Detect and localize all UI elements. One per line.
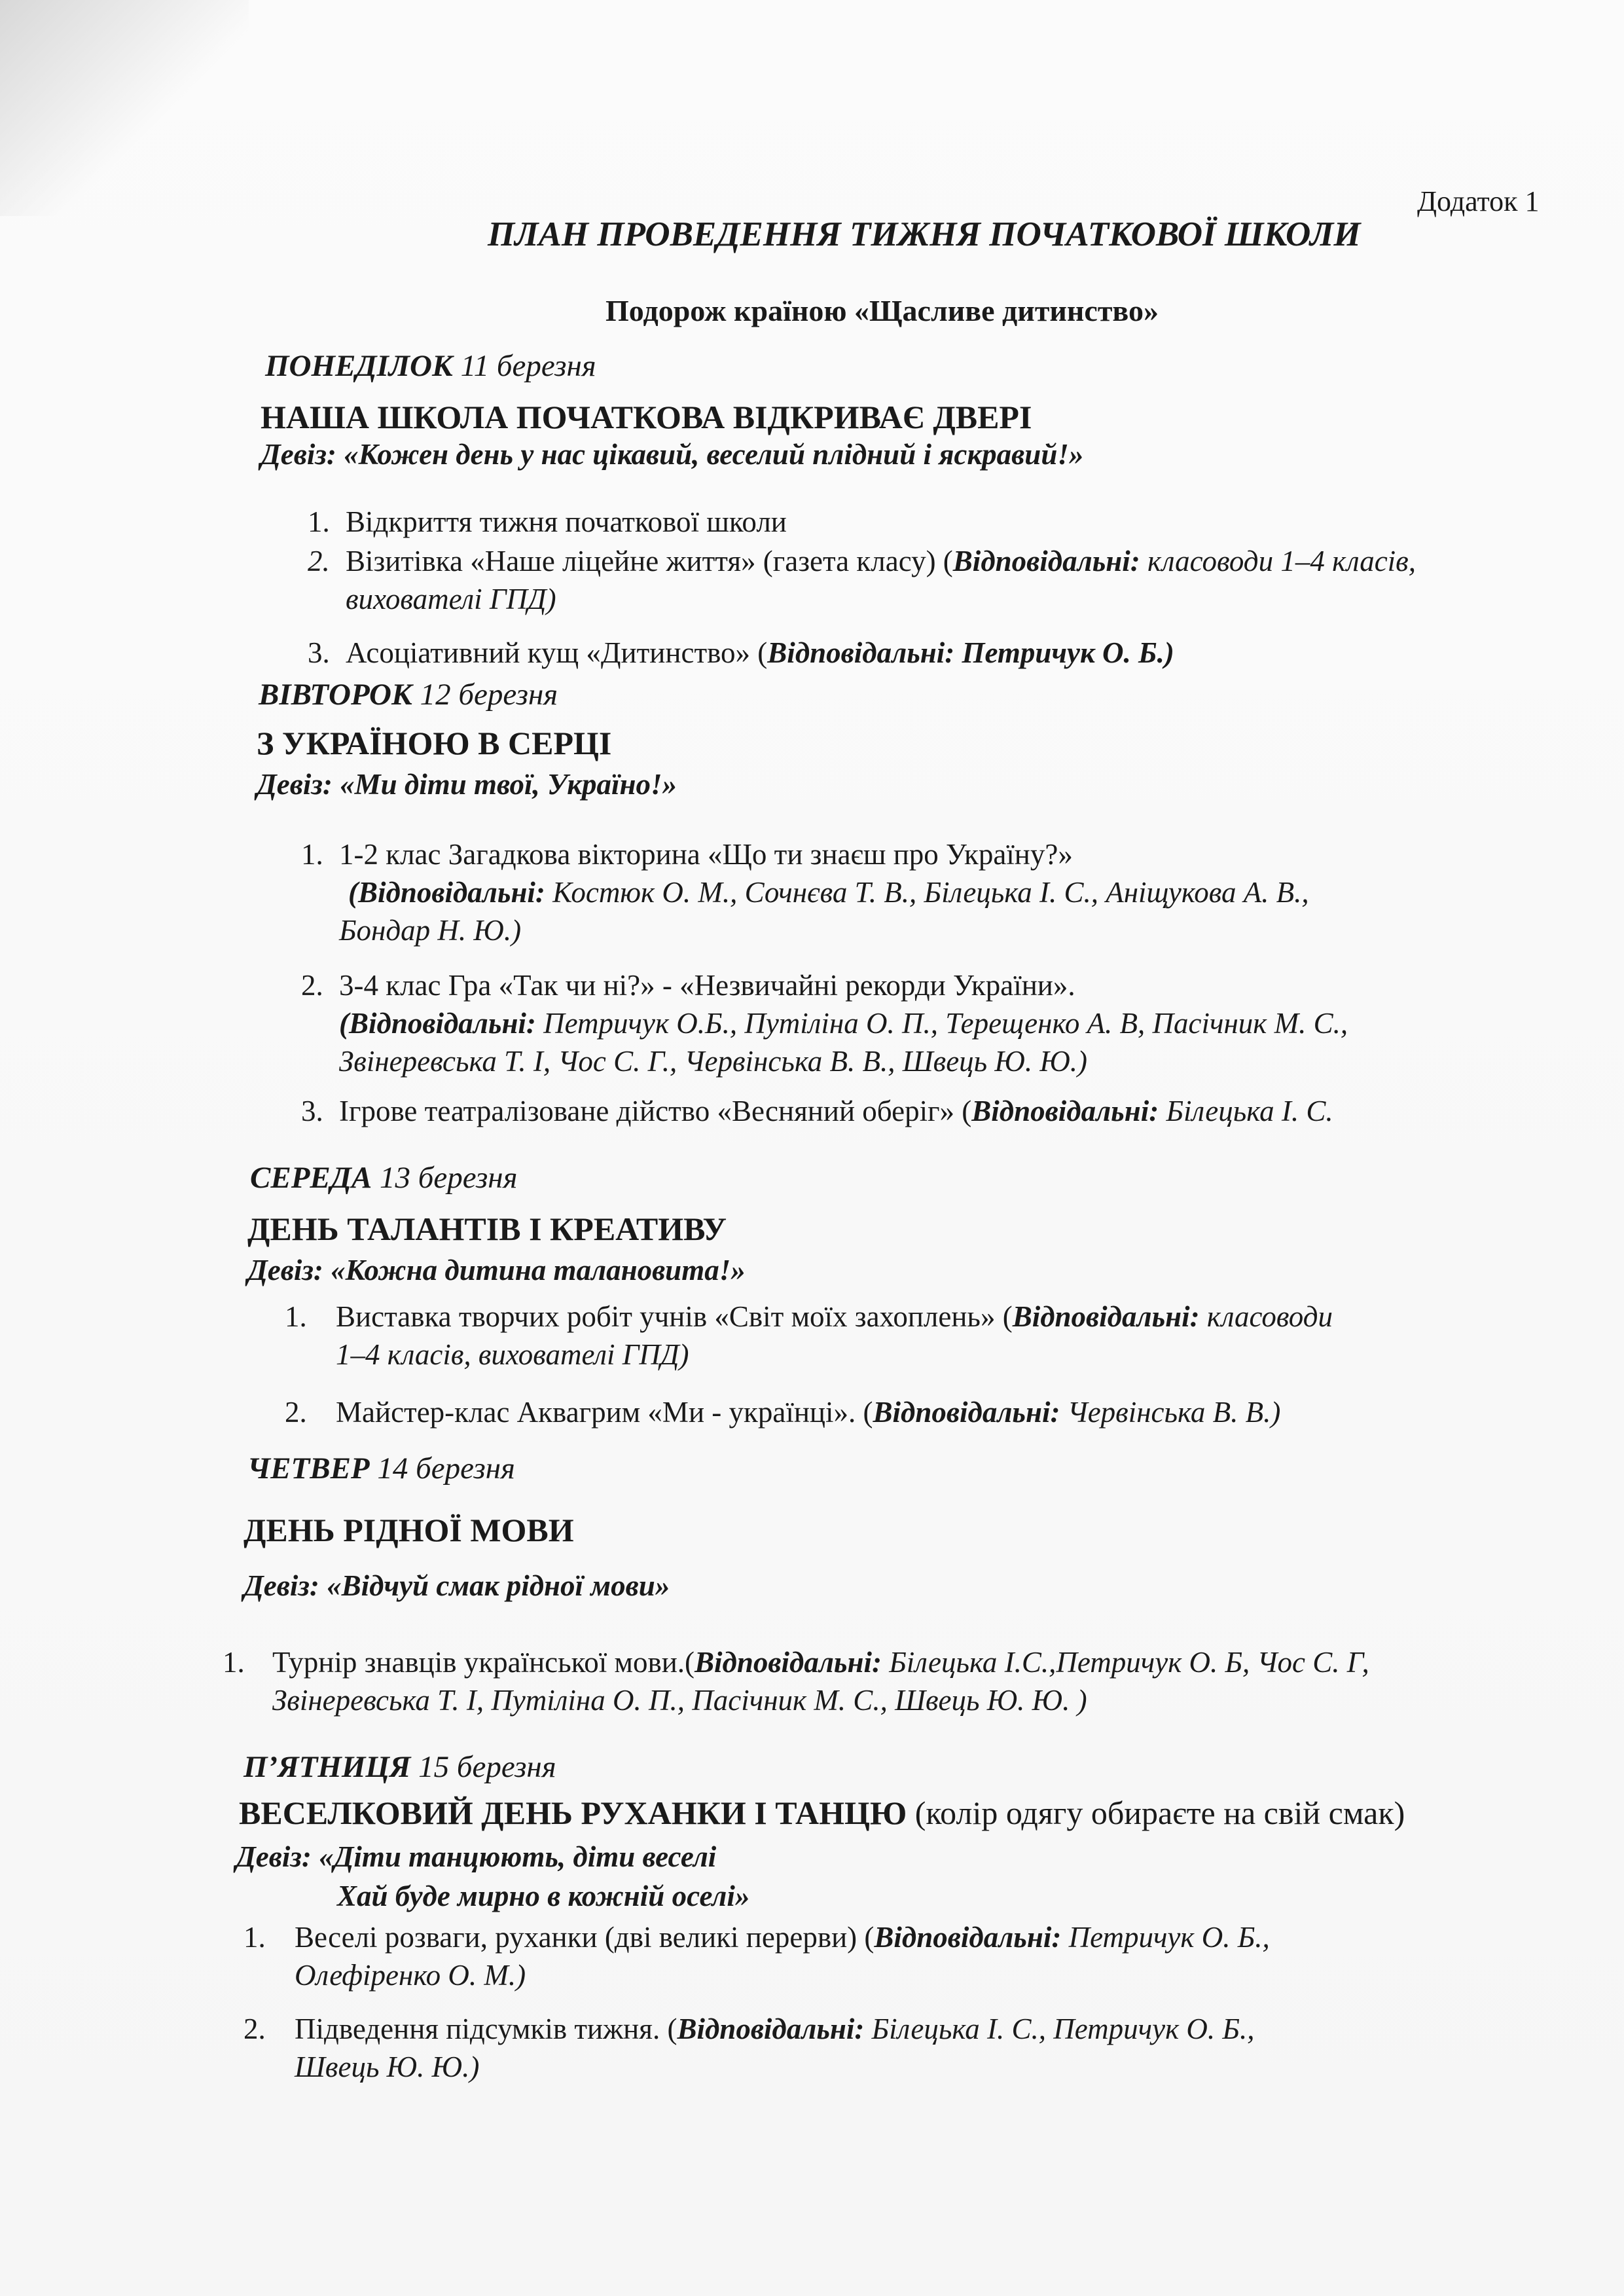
list-item [301,966,1348,1080]
responsible-names: Червінська В. В.) [1060,1396,1281,1429]
day-heading-monday [265,348,596,384]
item-number: 2. [244,2013,266,2045]
list-item [308,503,787,541]
day-name: П’ЯТНИЦЯ [244,1750,411,1784]
responsible-label: (Відповідальні: [348,876,545,909]
responsible-names: Петричук О.Б., Путіліна О. П., Терещенко А. В, Пасічник М. С., [535,1007,1348,1040]
day-heading-tuesday [259,677,558,712]
responsible-names: вихователі ГПД) [346,583,556,615]
responsible-names: 1–4 класів, вихователі ГПД) [336,1338,689,1371]
page-fold-shadow [0,0,249,216]
day-name: СЕРЕДА [250,1161,372,1195]
day-motto-tuesday [257,767,677,801]
motto-label: Девіз: [247,1254,323,1286]
item-number: 2. [285,1396,307,1429]
responsible-label: Відповідальні: [767,636,955,669]
item-text: Відкриття тижня початкової школи [346,505,787,538]
list-item [308,542,1416,618]
day-motto-thursday [244,1569,670,1603]
day-theme-monday: НАША ШКОЛА ПОЧАТКОВА ВІДКРИВАЄ ДВЕРІ [261,399,1032,435]
day-date: 12 березня [420,678,558,712]
item-text: Турнір знавців української мови.( [272,1646,695,1679]
list-item [285,1298,1333,1374]
item-text: Візитівка «Наше ліцейне життя» (газета класу) ( [346,545,953,577]
document-title: ПЛАН ПРОВЕДЕННЯ ТИЖНЯ ПОЧАТКОВОЇ ШКОЛИ [488,215,1361,253]
item-text: Ігрове театралізоване дійство «Весняний оберіг» ( [339,1095,972,1127]
day-heading-friday [244,1749,556,1785]
item-number: 2. [301,969,323,1002]
list-item [285,1393,1280,1431]
day-date: 15 березня [418,1750,556,1784]
list-item [301,835,1309,949]
day-motto-wednesday [247,1253,746,1287]
motto-text: «Кожен день у нас цікавий, веселий плідний і яскравий!» [344,438,1084,471]
item-text: Асоціативний кущ «Дитинство» ( [346,636,768,669]
item-text: Майстер-клас Аквагрим «Ми - українці». ( [336,1396,873,1429]
item-number: 1. [223,1646,245,1679]
day-theme-friday [239,1794,1405,1832]
responsible-label: Відповідальні: [1012,1300,1200,1333]
motto-text: «Ми діти твої, Україно!» [340,768,677,801]
responsible-names: Швець Ю. Ю.) [295,2050,480,2083]
responsible-names: Петричук О. Б.) [954,636,1174,669]
day-date: 13 березня [379,1161,518,1195]
day-heading-wednesday [250,1160,517,1195]
responsible-names: Олефіренко О. М.) [295,1959,526,1992]
item-number: 3. [301,1095,323,1127]
list-item [244,1918,1270,1994]
item-number: 3. [308,636,330,669]
responsible-label: (Відповідальні: [339,1007,536,1040]
responsible-names: Білецька І. С., Петричук О. Б., [864,2013,1255,2045]
day-name: ПОНЕДІЛОК [265,349,453,383]
responsible-names: Бондар Н. Ю.) [339,914,522,947]
list-item [301,1092,1333,1130]
motto-label: Девіз: [236,1840,312,1873]
day-motto-friday [236,1840,716,1874]
day-theme-tuesday: З УКРАЇНОЮ В СЕРЦІ [257,725,612,761]
responsible-label: Відповідальні: [971,1095,1159,1127]
item-text: 3-4 клас Гра «Так чи ні?» - «Незвичайні рекорди України». [339,969,1075,1002]
item-number: 1. [301,838,323,871]
day-date: 14 березня [377,1451,515,1485]
motto-label: Девіз: [244,1569,319,1602]
day-date: 11 березня [460,349,596,383]
theme-text: ВЕСЕЛКОВИЙ ДЕНЬ РУХАНКИ І ТАНЦЮ [239,1795,907,1831]
item-number: 1. [308,505,330,538]
motto-text: «Кожна дитина талановита!» [331,1254,746,1286]
item-text: Веселі розваги, руханки (дві великі перерви) ( [295,1921,875,1954]
day-heading-thursday [247,1451,515,1486]
list-item [244,2010,1254,2086]
item-text: 1-2 клас Загадкова вікторина «Що ти знаєш про Україну?» [339,838,1073,871]
responsible-names: Білецька І.С.,Петричук О. Б, Чос С. Г, [881,1646,1369,1679]
motto-label: Девіз: [261,438,336,471]
responsible-label: Відповідальні: [874,1921,1062,1954]
item-number: 2. [308,545,330,577]
responsible-names: класоводи [1199,1300,1333,1333]
item-number: 1. [285,1300,307,1333]
responsible-label: Відповідальні: [677,2013,865,2045]
appendix-label: Додаток 1 [1417,185,1540,217]
item-number: 1. [244,1921,266,1954]
responsible-names: Костюк О. М., Сочнєва Т. В., Білецька І. С., Аніщукова А. В., [545,876,1309,909]
responsible-names: Звінеревська Т. І, Чос С. Г., Червінська В. В., Швець Ю. Ю.) [339,1045,1088,1078]
responsible-names: Звінеревська Т. І, Путіліна О. П., Пасічник М. С., Швець Ю. Ю. ) [272,1684,1087,1717]
motto-text: «Діти танцюють, діти веселі [319,1840,717,1873]
motto-label: Девіз: [257,768,333,801]
day-theme-wednesday: ДЕНЬ ТАЛАНТІВ І КРЕАТИВУ [247,1211,727,1247]
responsible-names: Петричук О. Б., [1061,1921,1270,1954]
list-item [308,634,1174,672]
day-theme-thursday: ДЕНЬ РІДНОЇ МОВИ [244,1512,574,1548]
day-name: ВІВТОРОК [259,678,412,712]
theme-note: (колір одягу обираєте на свій смак) [907,1795,1405,1831]
list-item [223,1643,1369,1719]
responsible-label: Відповідальні: [873,1396,1060,1429]
day-motto-friday-line2: Хай буде мирно в кожній оселі» [337,1880,750,1912]
day-motto-monday [261,437,1083,471]
item-text: Підведення підсумків тижня. ( [295,2013,677,2045]
motto-text: «Відчуй смак рідної мови» [327,1569,670,1602]
responsible-label: Відповідальні: [952,545,1140,577]
day-name: ЧЕТВЕР [247,1451,370,1485]
responsible-names: класоводи 1–4 класів, [1140,545,1416,577]
document-subtitle: Подорож країною «Щасливе дитинство» [605,294,1159,327]
responsible-names: Білецька І. С. [1159,1095,1333,1127]
responsible-label: Відповідальні: [695,1646,882,1679]
item-text: Виставка творчих робіт учнів «Світ моїх захоплень» ( [336,1300,1013,1333]
